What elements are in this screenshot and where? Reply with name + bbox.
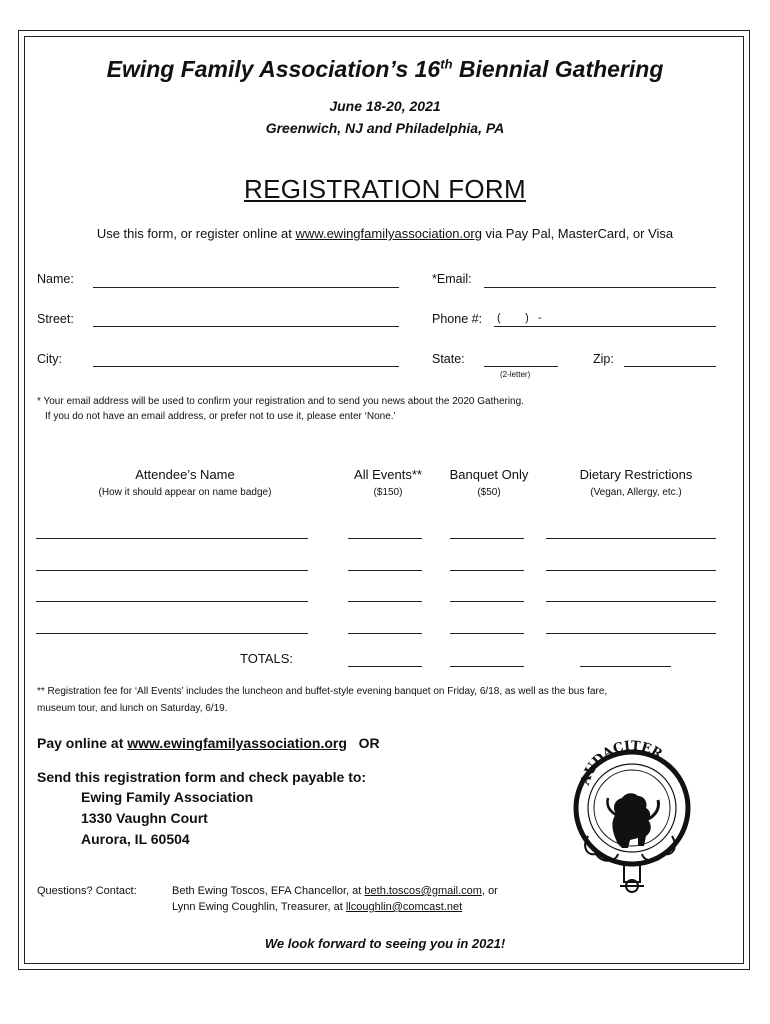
- col-dietary: Dietary Restrictions: [579, 467, 693, 482]
- address-line2: 1330 Vaughn Court: [81, 810, 208, 826]
- closing-message: We look forward to seeing you in 2021!: [264, 936, 506, 951]
- email-note-line2: If you do not have an email address, or prefer not to use it, please enter ‘None.’: [45, 411, 396, 422]
- event-dates: June 18-20, 2021: [329, 98, 441, 114]
- address-line3: Aurora, IL 60504: [81, 831, 190, 847]
- svg-text:AUDACITER: [578, 739, 665, 788]
- event-location: Greenwich, NJ and Philadelphia, PA: [265, 120, 505, 136]
- dietary-field[interactable]: [546, 570, 716, 571]
- website-link[interactable]: www.ewingfamilyassociation.org: [295, 226, 482, 241]
- zip-field[interactable]: [624, 366, 716, 367]
- totals-label: TOTALS:: [240, 651, 293, 666]
- col-all-events: All Events**: [354, 467, 422, 482]
- all-events-field[interactable]: [348, 601, 422, 602]
- attendee-name-field[interactable]: [36, 570, 308, 571]
- state-field[interactable]: [484, 366, 558, 367]
- dietary-field[interactable]: [546, 538, 716, 539]
- city-field[interactable]: [93, 366, 399, 367]
- email-field[interactable]: [484, 287, 716, 288]
- zip-label: Zip:: [593, 352, 614, 366]
- all-events-field[interactable]: [348, 633, 422, 634]
- send-instructions: Send this registration form and check payable to:: [37, 769, 367, 785]
- all-events-total-field[interactable]: [348, 666, 422, 667]
- lynn-email-link[interactable]: llcoughlin@comcast.net: [345, 901, 463, 913]
- fee-note-line2: museum tour, and lunch on Saturday, 6/19.: [37, 703, 228, 714]
- contact-line2: Lynn Ewing Coughlin, Treasurer, at llcoughlin@comcast.net: [172, 901, 463, 913]
- banquet-total-field[interactable]: [450, 666, 524, 667]
- pay-online-text: Pay online at www.ewingfamilyassociation.org OR: [37, 735, 380, 751]
- intro-text: Use this form, or register online at www.ewingfamilyassociation.org via Pay Pal, MasterCard, or Visa: [96, 226, 674, 241]
- fee-note-line1: ** Registration fee for ‘All Events’ includes the luncheon and buffet-style evening banquet on Friday, 6/18, as well as the bus fare,: [37, 686, 608, 697]
- all-events-field[interactable]: [348, 570, 422, 571]
- address-line1: Ewing Family Association: [81, 789, 254, 805]
- all-events-field[interactable]: [348, 538, 422, 539]
- contact-line1: Beth Ewing Toscos, EFA Chancellor, at beth.toscos@gmail.com, or: [172, 885, 498, 897]
- state-label: State:: [432, 352, 465, 366]
- col-dietary-sub: (Vegan, Allergy, etc.): [590, 487, 682, 498]
- name-label: Name:: [37, 272, 74, 286]
- col-all-events-price: ($150): [373, 487, 403, 498]
- name-field[interactable]: [93, 287, 399, 288]
- contact-label: Questions? Contact:: [37, 885, 137, 897]
- attendee-name-field[interactable]: [36, 538, 308, 539]
- phone-label: Phone #:: [432, 312, 483, 326]
- state-hint: (2-letter): [500, 370, 531, 379]
- crest-motto: AUDACITER: [577, 738, 665, 787]
- email-label: *Email:: [432, 272, 472, 286]
- phone-mask: ( ) -: [497, 312, 542, 324]
- attendee-name-field[interactable]: [36, 601, 308, 602]
- email-note-line1: * Your email address will be used to confirm your registration and to send you news about the 2020 Gathering.: [37, 396, 524, 407]
- street-label: Street:: [37, 312, 74, 326]
- col-banquet: Banquet Only: [449, 467, 529, 482]
- banquet-field[interactable]: [450, 570, 524, 571]
- dietary-total-field[interactable]: [580, 666, 671, 667]
- street-field[interactable]: [93, 326, 399, 327]
- dietary-field[interactable]: [546, 601, 716, 602]
- banquet-field[interactable]: [450, 601, 524, 602]
- attendee-name-field[interactable]: [36, 633, 308, 634]
- page-title: Ewing Family Association’s 16th Biennial Gathering: [106, 56, 664, 82]
- col-attendee-sub: (How it should appear on name badge): [98, 487, 272, 498]
- beth-email-link[interactable]: beth.toscos@gmail.com: [364, 885, 482, 897]
- dietary-field[interactable]: [546, 633, 716, 634]
- city-label: City:: [37, 352, 62, 366]
- col-attendee-name: Attendee’s Name: [135, 467, 235, 482]
- phone-field[interactable]: [494, 326, 716, 327]
- form-title: REGISTRATION FORM: [244, 174, 526, 204]
- pay-online-link[interactable]: www.ewingfamilyassociation.org: [127, 735, 347, 751]
- banquet-field[interactable]: [450, 538, 524, 539]
- banquet-field[interactable]: [450, 633, 524, 634]
- clan-crest-lion-icon: [560, 736, 700, 896]
- col-banquet-price: ($50): [477, 487, 501, 498]
